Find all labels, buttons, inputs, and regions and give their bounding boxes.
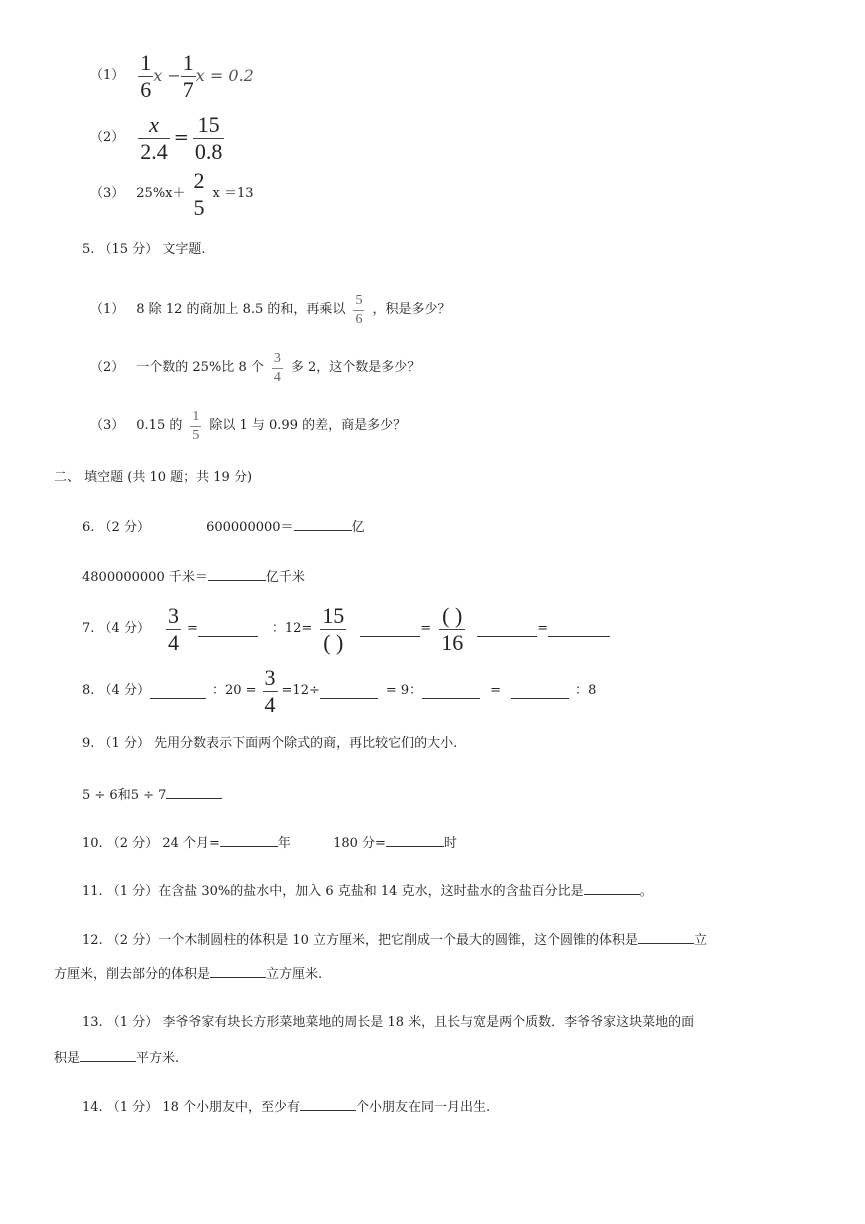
- question-text: 积是: [54, 1051, 81, 1066]
- question-text: 14. （1 分） 18 个小朋友中，至少有: [82, 1100, 301, 1115]
- fraction: $\frac{15}{( )}$: [322, 602, 345, 655]
- answer-blank[interactable]: [548, 622, 610, 637]
- question-8: [82, 666, 596, 716]
- item-label: （1）: [90, 68, 125, 83]
- question-text: 8 除 12 的商加上 8.5 的和，再乘以: [136, 302, 346, 317]
- question-text: 平方米.: [136, 1051, 180, 1066]
- question-text: 亿: [351, 520, 365, 535]
- fraction: $\frac{1}{7}$: [182, 49, 194, 102]
- question-13-line-2: [54, 1047, 179, 1069]
- question-number: 8. （4 分）: [82, 683, 150, 698]
- fraction: $\frac{x}{2.4}$: [140, 111, 168, 164]
- fraction: $\frac{( )}{16}$: [441, 602, 464, 655]
- question-text: 。: [639, 884, 653, 899]
- item-label: （1）: [90, 302, 125, 317]
- answer-blank[interactable]: [150, 684, 206, 699]
- fraction: $\frac{15}{0.8}$: [194, 111, 223, 164]
- answer-blank[interactable]: [584, 880, 640, 895]
- expr-text: =: [490, 683, 502, 698]
- question-text: 11. （1 分）在含盐 30%的盐水中，加入 6 克盐和 14 克水，这时盐水的含盐百分比是: [82, 884, 584, 899]
- expr-text: = 9：: [385, 683, 423, 698]
- answer-blank[interactable]: [360, 622, 420, 637]
- question-5-part-3: [90, 406, 406, 446]
- question-text: 600000000＝: [206, 520, 294, 535]
- question-text: 除以 1 与 0.99 的差，商是多少？: [209, 418, 407, 433]
- item-label: （2）: [90, 360, 125, 375]
- answer-blank[interactable]: [511, 684, 569, 699]
- question-13: [82, 1013, 694, 1033]
- question-text: 立方厘米.: [266, 967, 323, 982]
- question-text: 10. （2 分） 24 个月=: [82, 836, 220, 851]
- question-6: [82, 516, 365, 538]
- question-number: 6. （2 分）: [82, 520, 150, 535]
- expr-text: =: [537, 621, 549, 636]
- question-text: 13. （1 分） 李爷爷家有块长方形菜地菜地的周长是 18 米，且长与宽是两个质数．李爷爷家这块菜地的面: [82, 1015, 695, 1030]
- fraction: $\frac{1}{6}$: [140, 49, 152, 102]
- answer-blank[interactable]: [208, 566, 266, 581]
- expr-text: 5 ÷ 6和5 ÷ 7: [82, 788, 167, 803]
- question-5-part-2: [90, 348, 420, 388]
- expr-text: =: [173, 127, 189, 148]
- question-text: 年: [277, 836, 291, 851]
- question-text: 4800000000 千米＝: [82, 570, 208, 585]
- expr-text: ：12=: [271, 621, 313, 636]
- fraction: $\frac{1}{5}$: [192, 408, 200, 443]
- item-label: （3）: [90, 418, 125, 433]
- question-text: 0.15 的: [136, 418, 183, 433]
- question-5-part-1: [90, 290, 450, 330]
- answer-blank[interactable]: [300, 1096, 356, 1111]
- question-10: [82, 832, 457, 854]
- answer-blank[interactable]: [220, 832, 278, 847]
- item-label: （2）: [90, 130, 125, 145]
- expr-text: =: [186, 621, 198, 636]
- expr-text: ：20 =: [211, 683, 257, 698]
- answer-blank[interactable]: [294, 516, 352, 531]
- question-5-heading: 5. （15 分） 文字题.: [82, 242, 206, 257]
- fraction: $\frac{3}{4}$: [167, 602, 179, 655]
- question-text: 个小朋友在同一月出生.: [356, 1100, 491, 1115]
- question-text: ，积是多少？: [372, 302, 451, 317]
- answer-blank[interactable]: [638, 929, 694, 944]
- answer-blank[interactable]: [386, 832, 444, 847]
- fraction: $\frac{2}{5}$: [193, 167, 205, 220]
- question-text: 12. （2 分）一个木制圆柱的体积是 10 立方厘米，把它削成一个最大的圆锥，这个圆锥的体积是: [82, 933, 639, 948]
- answer-blank[interactable]: [166, 784, 222, 799]
- expr-text: =: [420, 621, 432, 636]
- question-6-b: [82, 566, 305, 588]
- answer-blank[interactable]: [210, 963, 266, 978]
- fraction: $\frac{3}{4}$: [264, 664, 276, 717]
- question-text: 方厘米，削去部分的体积是: [54, 967, 211, 982]
- question-9: 9. （1 分） 先用分数表示下面两个除式的商，再比较它们的大小.: [82, 736, 458, 751]
- question-number: 7. （4 分）: [82, 621, 150, 636]
- fraction: $\frac{3}{4}$: [273, 350, 281, 385]
- question-11: [82, 880, 653, 902]
- item-label: （3）: [90, 186, 125, 201]
- expr-text: =12÷: [281, 683, 320, 698]
- question-text: 亿千米: [265, 570, 305, 585]
- question-14: [82, 1096, 490, 1118]
- equation-3: [90, 167, 254, 220]
- fraction: $\frac{5}{6}$: [355, 292, 363, 327]
- expr-text: x ＝13: [212, 186, 254, 201]
- expr-text: x = 0.2: [195, 66, 254, 85]
- question-text: 多 2，这个数是多少？: [290, 360, 421, 375]
- question-text: 时: [443, 836, 457, 851]
- expr-text: 25%x＋: [136, 186, 186, 201]
- question-text: 立: [694, 933, 708, 948]
- equation-1: [90, 49, 254, 102]
- equation-2: [90, 111, 224, 164]
- answer-blank[interactable]: [477, 622, 537, 637]
- question-7: [82, 602, 610, 655]
- question-12: [82, 929, 707, 951]
- section-title: 二、 填空题 (共 10 题；共 19 分): [54, 470, 253, 485]
- expr-text: ：8: [575, 683, 597, 698]
- expr-text: x −: [153, 66, 181, 85]
- question-text: 一个数的 25%比 8 个: [136, 360, 264, 375]
- answer-blank[interactable]: [422, 684, 480, 699]
- question-12-line-2: [54, 963, 322, 985]
- question-9-expr: [82, 784, 222, 806]
- answer-blank[interactable]: [198, 622, 258, 637]
- answer-blank[interactable]: [80, 1047, 136, 1062]
- question-text: 180 分=: [333, 836, 386, 851]
- answer-blank[interactable]: [320, 684, 378, 699]
